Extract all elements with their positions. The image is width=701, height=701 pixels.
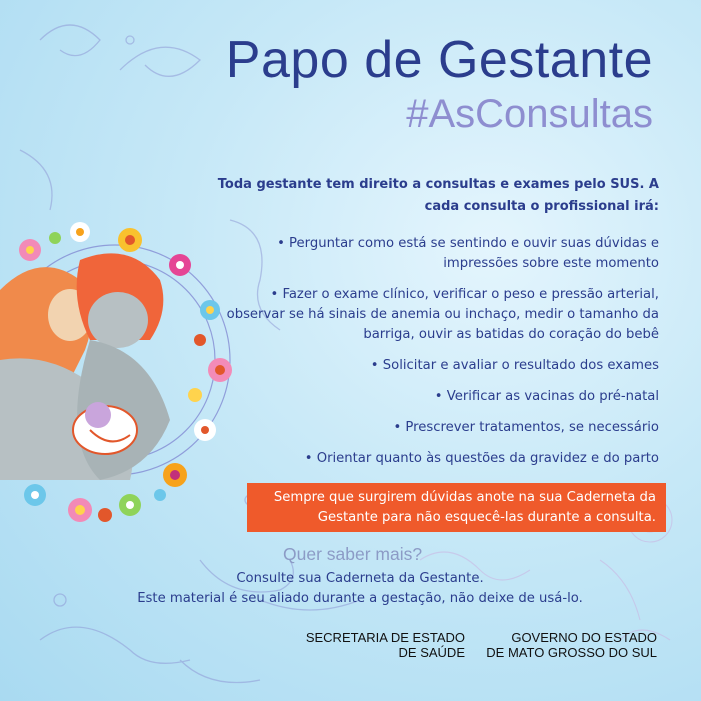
bullet-list <box>209 234 659 480</box>
page-subtitle: #AsConsultas <box>406 92 653 136</box>
more-info-text <box>100 569 620 609</box>
secretaria-line: DE SAÚDE <box>398 645 465 660</box>
bullet-item: • Fazer o exame clínico, verificar o peso e pressão arterial, observar se há sinais de anemia ou inchaço, medir o tamanho da barriga, ouvir as batidas do coração do bebê <box>226 287 659 342</box>
governo-line: DE MATO GROSSO DO SUL <box>486 645 657 660</box>
governo-line: GOVERNO DO ESTADO <box>511 630 657 645</box>
governo-logo <box>486 630 657 660</box>
bullet-item: • Perguntar como está se sentindo e ouvir suas dúvidas e impressões sobre este momento <box>277 236 659 271</box>
secretaria-line: SECRETARIA DE ESTADO <box>305 630 465 645</box>
intro-text: Toda gestante tem direito a consultas e exames pelo SUS. A cada consulta o profissional irá: <box>217 177 659 214</box>
secretaria-logo <box>306 630 465 660</box>
notice-box: Sempre que surgirem dúvidas anote na sua Caderneta da Gestante para não esquecê-las durante a consulta. <box>247 483 666 532</box>
bullet-item: • Solicitar e avaliar o resultado dos exames <box>370 358 659 373</box>
page-title: Papo de Gestante <box>225 31 653 89</box>
bullet-item: • Orientar quanto às questões da gravidez e do parto <box>304 451 659 466</box>
bullet-item: • Verificar as vacinas do pré-natal <box>434 389 659 404</box>
more-info-line: Este material é seu aliado durante a gestação, não deixe de usá-lo. <box>137 591 583 606</box>
more-info-title: Quer saber mais? <box>283 544 423 564</box>
bullet-item: • Prescrever tratamentos, se necessário <box>393 420 659 435</box>
more-info-line: Consulte sua Caderneta da Gestante. <box>236 571 484 586</box>
